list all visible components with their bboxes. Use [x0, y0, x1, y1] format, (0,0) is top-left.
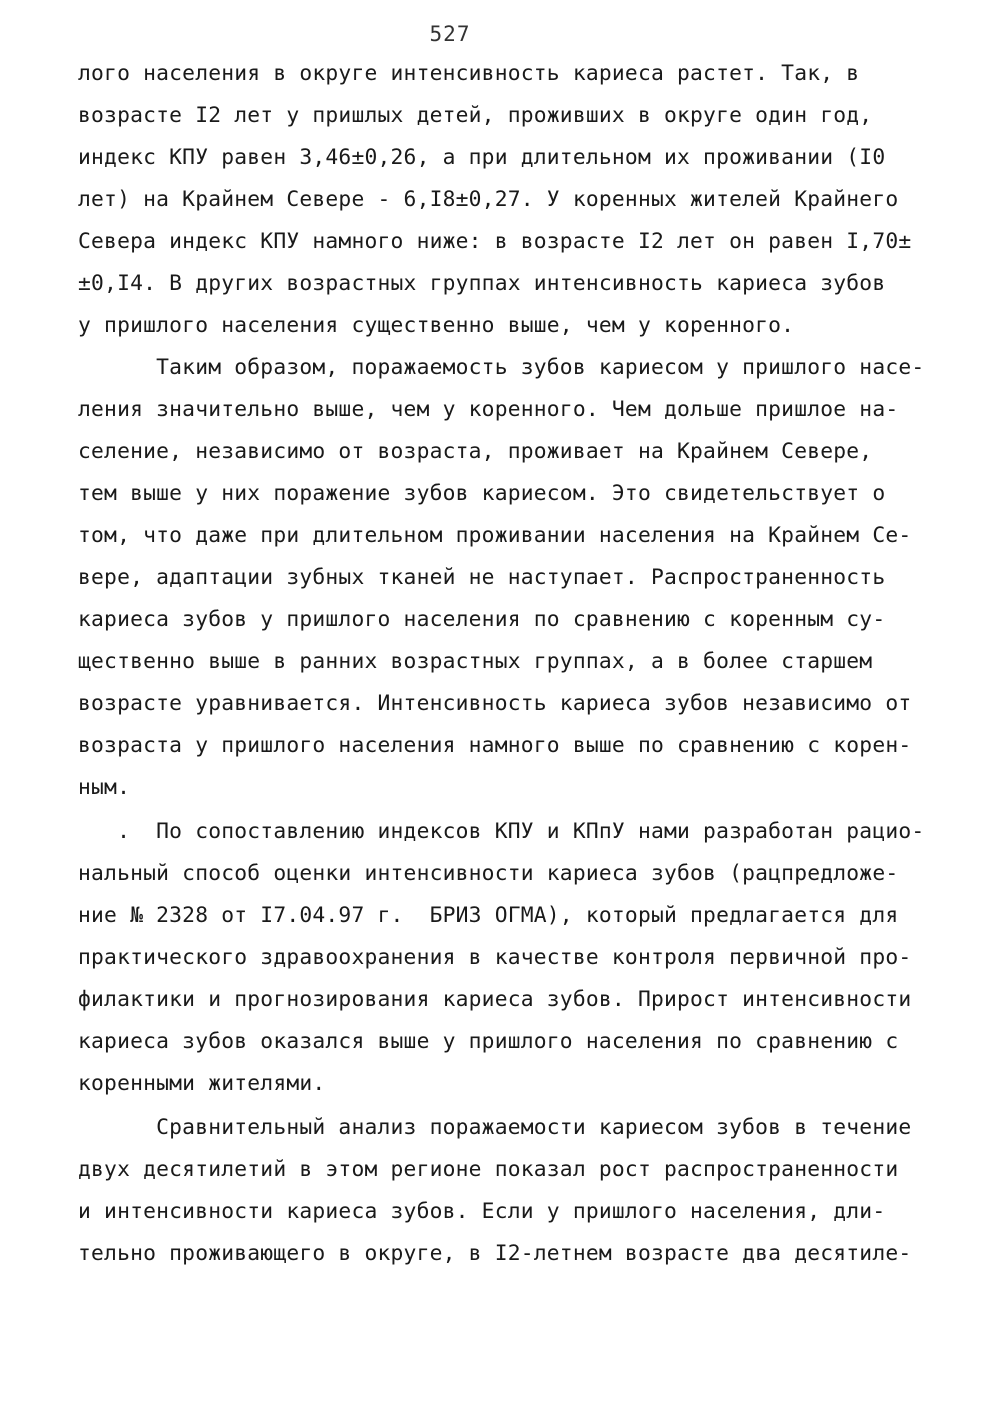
text-line: лет) на Крайнем Севере - 6,I8±0,27. У коренных жителей Крайнего: [78, 187, 899, 212]
text-line: Сравнительный анализ поражаемости кариесом зубов в течение: [78, 1115, 912, 1140]
text-line: Севера индекс КПУ намного ниже: в возрасте I2 лет он равен I,70±: [78, 229, 912, 254]
text-line: том, что даже при длительном проживании населения на Крайнем Се-: [78, 523, 912, 548]
text-line: возрасте уравнивается. Интенсивность кариеса зубов независимо от: [78, 691, 912, 716]
text-line: возраста у пришлого населения намного выше по сравнению с корен-: [78, 733, 912, 758]
text-line: возрасте I2 лет у пришлых детей, проживших в округе один год,: [78, 103, 873, 128]
text-line: кариеса зубов оказался выше у пришлого населения по сравнению с: [78, 1029, 899, 1054]
text-line: филактики и прогнозирования кариеса зубов. Прирост интенсивности: [78, 987, 912, 1012]
text-line: вере, адаптации зубных тканей не наступает. Распространенность: [78, 565, 886, 590]
text-line: Таким образом, поражаемость зубов кариесом у пришлого насе-: [78, 355, 925, 380]
text-line: ±0,I4. В других возрастных группах интенсивность кариеса зубов: [78, 271, 886, 296]
text-line: лого населения в округе интенсивность кариеса растет. Так, в: [78, 61, 860, 86]
text-line: . По сопоставлению индексов КПУ и КПпУ нами разработан рацио-: [78, 819, 925, 844]
text-line: тельно проживающего в округе, в I2-летнем возрасте два десятиле-: [78, 1241, 912, 1266]
text-line: кариеса зубов у пришлого населения по сравнению с коренным су-: [78, 607, 886, 632]
text-line: ления значительно выше, чем у коренного. Чем дольше пришлое на-: [78, 397, 899, 422]
text-line: практического здравоохранения в качестве контроля первичной про-: [78, 945, 912, 970]
text-line: индекс КПУ равен 3,46±0,26, а при длительном их проживании (I0: [78, 145, 886, 170]
text-line: ние № 2328 от I7.04.97 г. БРИЗ ОГМА), который предлагается для: [78, 903, 899, 928]
text-line: у пришлого населения существенно выше, чем у коренного.: [78, 313, 795, 338]
text-line: коренными жителями.: [78, 1071, 326, 1096]
text-line: селение, независимо от возраста, проживает на Крайнем Севере,: [78, 439, 873, 464]
text-line: щественно выше в ранних возрастных группах, а в более старшем: [78, 649, 873, 674]
text-line: двух десятилетий в этом регионе показал рост распространенности: [78, 1157, 899, 1182]
text-line: нальный способ оценки интенсивности кариеса зубов (рацпредложе-: [78, 861, 899, 886]
text-line: ным.: [78, 775, 131, 800]
text-line: и интенсивности кариеса зубов. Если у пришлого населения, дли-: [78, 1199, 886, 1224]
page-number: 527: [429, 22, 471, 46]
text-line: тем выше у них поражение зубов кариесом. Это свидетельствует о: [78, 481, 886, 506]
